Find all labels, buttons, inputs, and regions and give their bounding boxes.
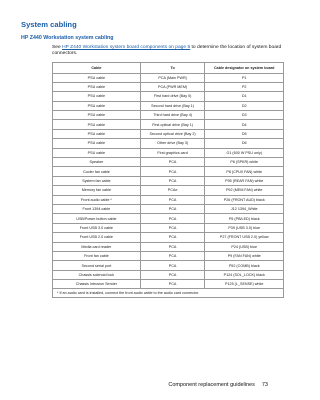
- table-row: [53, 176, 284, 185]
- cell-to: PCA: [140, 204, 205, 213]
- cell-cable: Front USB 2.0 cable: [53, 233, 141, 242]
- table-row: [53, 101, 284, 110]
- cell-to: PCA: [140, 195, 205, 204]
- cell-cable: Front 1394 cable: [53, 204, 141, 213]
- cell-to: PCA: [140, 251, 205, 260]
- cell-designator: D3: [205, 111, 284, 120]
- cell-to: Second hard drive (Bay 1): [140, 101, 205, 110]
- cell-to: PCA: [140, 261, 205, 270]
- table-row: [53, 204, 284, 213]
- cell-designator: P124 (SOL_LOCK) black: [205, 270, 284, 279]
- table-row: [53, 158, 284, 167]
- cell-to: PCA (Main PWR): [140, 73, 205, 82]
- cell-designator: P6 (SPKR) white: [205, 158, 284, 167]
- cell-designator: D6: [205, 139, 284, 148]
- cell-designator: P125 (L_SENSE) white: [205, 280, 284, 289]
- cell-cable: Second serial port: [53, 261, 141, 270]
- header-to: To: [140, 63, 205, 74]
- cell-designator: D4: [205, 120, 284, 129]
- cell-to: Third hard drive (Bay 4): [140, 111, 205, 120]
- cell-cable: PSU cable: [53, 101, 141, 110]
- table-row: [53, 129, 284, 138]
- cell-to: Second optical drive (Bay 2): [140, 129, 205, 138]
- cell-designator: P52 (COMB) black: [205, 261, 284, 270]
- table-row: [53, 270, 284, 279]
- header-cable: Cable: [53, 63, 141, 74]
- table-row: [53, 73, 284, 82]
- footer-label: Component replacement guidelines: [168, 382, 255, 388]
- header-designator: Cable designator on system board: [205, 63, 284, 74]
- cell-cable: PSU cable: [53, 73, 141, 82]
- cell-cable: PSU cable: [53, 148, 141, 157]
- cell-to: PCAe: [140, 186, 205, 195]
- table-row: [53, 242, 284, 251]
- subsection-title: HP Z440 Workstation system cabling: [21, 35, 114, 41]
- cell-designator: P8 (CPU0 FAN) white: [205, 167, 284, 176]
- cell-cable: PSU cable: [53, 120, 141, 129]
- cell-cable: Chassis solenoid lock: [53, 270, 141, 279]
- cell-cable: Memory fan cable: [53, 186, 141, 195]
- cell-cable: Media card reader: [53, 242, 141, 251]
- table-note-row: [53, 289, 284, 298]
- cell-to: First hard drive (Bay 0): [140, 92, 205, 101]
- cell-cable: Speaker: [53, 158, 141, 167]
- table-row: [53, 167, 284, 176]
- intro-text-before: See: [52, 45, 63, 50]
- cell-cable: Front USB 3.0 cable: [53, 223, 141, 232]
- table-row: [53, 82, 284, 91]
- cell-to: PCA: [140, 176, 205, 185]
- cell-to: PCA: [140, 242, 205, 251]
- cabling-table: [52, 62, 284, 298]
- cell-to: PCA: [140, 214, 205, 223]
- cell-cable: PSU cable: [53, 82, 141, 91]
- cell-to: PCA: [140, 167, 205, 176]
- table-row: [53, 139, 284, 148]
- cell-designator: P95 (REAR FAN) white: [205, 176, 284, 185]
- page-number: 73: [261, 382, 268, 388]
- table-row: [53, 214, 284, 223]
- cell-designator: G1 (600 W PSU only): [205, 148, 284, 157]
- intro-paragraph: [52, 45, 284, 57]
- cell-to: PCA: [140, 270, 205, 279]
- cell-cable: PSU cable: [53, 139, 141, 148]
- cell-cable: System fan cable: [53, 176, 141, 185]
- table-row: [53, 186, 284, 195]
- cell-cable: PSU cable: [53, 92, 141, 101]
- cell-designator: P27 (FRONT USB 2.0) yellow: [205, 233, 284, 242]
- cell-designator: P5 (PB/LED) black: [205, 214, 284, 223]
- cell-to: First graphics card: [140, 148, 205, 157]
- table-row: [53, 233, 284, 242]
- cell-designator: J12 1394_White: [205, 204, 284, 213]
- cell-to: PCA (PWR MEM): [140, 82, 205, 91]
- cell-cable: PSU cable: [53, 129, 141, 138]
- table-row: [53, 120, 284, 129]
- table-row: [53, 251, 284, 260]
- table-row: [53, 223, 284, 232]
- cell-to: PCA: [140, 158, 205, 167]
- table-row: [53, 92, 284, 101]
- cell-designator: P92 (MEM FAN) white: [205, 186, 284, 195]
- table-row: [53, 261, 284, 270]
- cell-designator: P39 (USB 3.0) blue: [205, 223, 284, 232]
- cell-to: PCA: [140, 233, 205, 242]
- cell-designator: P2: [205, 82, 284, 91]
- table-row: [53, 148, 284, 157]
- cell-cable: USB/Power button cable: [53, 214, 141, 223]
- cell-cable: Chassis Intrusion Sender: [53, 280, 141, 289]
- section-title: System cabling: [21, 20, 77, 29]
- intro-text-after: to determine the location of system board connectors.: [52, 45, 282, 57]
- cell-cable: Front fan cable: [53, 251, 141, 260]
- cell-cable: PSU cable: [53, 111, 141, 120]
- cell-designator: P1: [205, 73, 284, 82]
- page-footer: [168, 382, 268, 388]
- table-row: [53, 111, 284, 120]
- cell-to: Other drive (Bay 3): [140, 139, 205, 148]
- board-components-link[interactable]: HP Z440 Workstation system board components on page 5: [62, 45, 191, 50]
- cell-designator: P26 (FRONT AUD) black: [205, 195, 284, 204]
- table-row: [53, 195, 284, 204]
- cell-cable: Front audio cable *: [53, 195, 141, 204]
- cell-to: PCA: [140, 280, 205, 289]
- cell-to: PCA: [140, 223, 205, 232]
- cell-designator: D2: [205, 101, 284, 110]
- table-body: [53, 73, 284, 289]
- table-header-row: [53, 63, 284, 74]
- table-row: [53, 280, 284, 289]
- cell-designator: D1: [205, 92, 284, 101]
- cell-cable: Cooler fan cable: [53, 167, 141, 176]
- table-note: * If an audio card is installed, connect the front audio cable to the audio card connector.: [53, 289, 284, 298]
- cell-designator: P9 (FAN FAN) white: [205, 251, 284, 260]
- cell-designator: P24 (USB) blue: [205, 242, 284, 251]
- cell-designator: D5: [205, 129, 284, 138]
- cell-to: First optical drive (Bay 1): [140, 120, 205, 129]
